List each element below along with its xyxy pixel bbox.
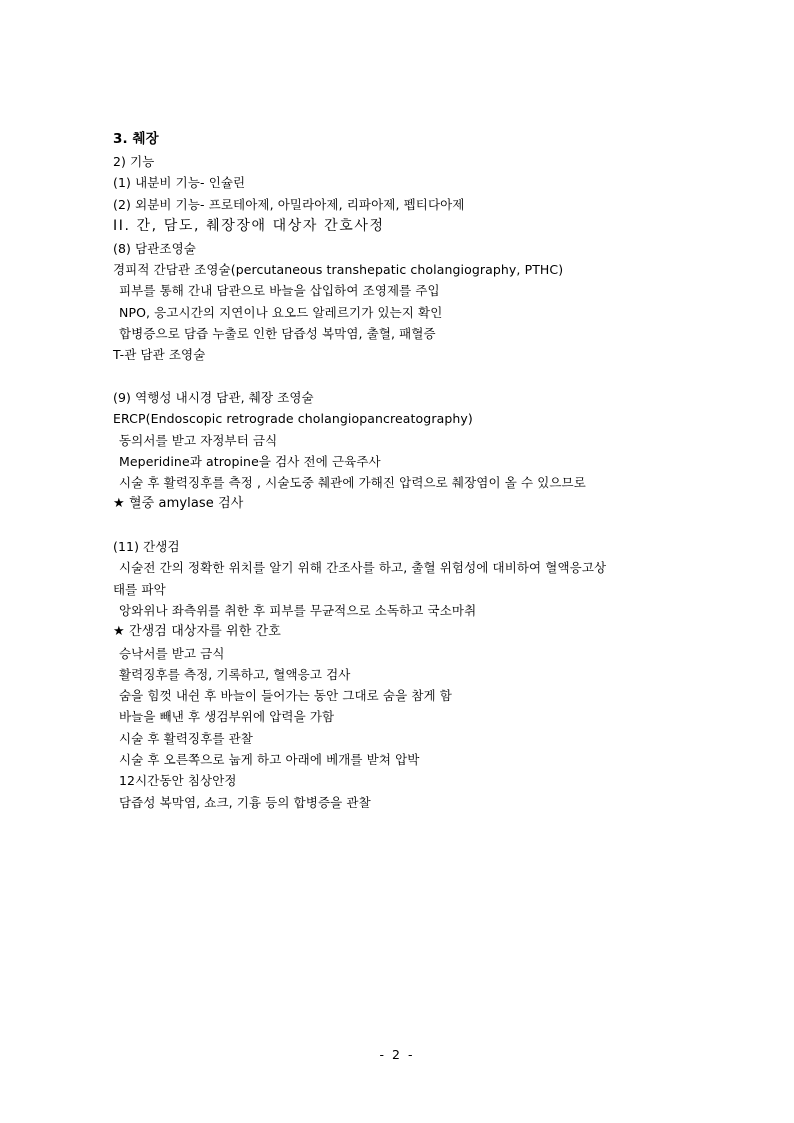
chapter-heading: II. 간, 담도, 췌장장애 대상자 간호사정 [113, 217, 385, 234]
spacer [113, 515, 713, 536]
liver-biopsy-heading: (11) 간생검 [113, 539, 180, 555]
star-note-amylase: ★ 혈중 amylase 검사 [113, 496, 244, 512]
list-item: NPO, 응고시간의 지연이나 요오드 알레르기가 있는지 확인 [119, 304, 443, 320]
ptc-title: 경피적 간담관 조영술(percutaneous transhepatic cholangiography, PTHC) [113, 262, 564, 278]
section-title: 3. 췌장 [113, 131, 159, 147]
list-item: 시술 후 오른쪽으로 눕게 하고 아래에 베개를 받쳐 압박 [119, 752, 420, 768]
ercp-title: ERCP(Endoscopic retrograde cholangiopancreatography) [113, 411, 473, 427]
biopsy-intro-line: 시술전 간의 정확한 위치를 알기 위해 간조사를 하고, 출혈 위험성에 대비하여 혈액응고상 [119, 560, 607, 576]
list-item: 바늘을 빼낸 후 생검부위에 압력을 가함 [119, 709, 335, 725]
cholangiography-heading: (8) 담관조영술 [113, 240, 196, 256]
list-item: 숨을 힘껏 내쉰 후 바늘이 들어가는 동안 그대로 숨을 참게 함 [119, 688, 452, 704]
endocrine-function: (1) 내분비 기능- 인슐린 [113, 175, 246, 191]
biopsy-position: 앙와위나 좌측위를 취한 후 피부를 무균적으로 소독하고 국소마취 [119, 602, 477, 618]
list-item: 12시간동안 침상안정 [119, 773, 237, 789]
spacer [113, 366, 713, 387]
list-item: 합병증으로 담즙 누출로 인한 담즙성 복막염, 출혈, 패혈증 [119, 326, 436, 342]
biopsy-care-heading: ★ 간생검 대상자를 위한 간호 [113, 624, 281, 640]
list-item: 시술 후 활력징후를 관찰 [119, 730, 253, 746]
biopsy-intro-line: 태를 파악 [113, 581, 166, 597]
list-item: 피부를 통해 간내 담관으로 바늘을 삽입하여 조영제를 주입 [119, 283, 440, 299]
page-content [113, 129, 713, 813]
t-tube-cholangiography: T-관 담관 조영술 [113, 347, 206, 363]
ercp-heading: (9) 역행성 내시경 담관, 췌장 조영술 [113, 389, 314, 405]
page-number: - 2 - [379, 1047, 415, 1062]
list-item: 시술 후 활력징후를 측정 , 시술도중 췌관에 가해진 압력으로 췌장염이 올 수 있으므로 [119, 475, 586, 491]
exocrine-function: (2) 외분비 기능- 프로테아제, 아밀라아제, 리파아제, 펩티다아제 [113, 196, 465, 212]
list-item: 활력징후를 측정, 기록하고, 혈액응고 검사 [119, 666, 351, 682]
list-item: 승낙서를 받고 금식 [119, 645, 225, 661]
list-item: Meperidine과 atropine을 검사 전에 근육주사 [119, 453, 381, 469]
function-heading: 2) 기능 [113, 154, 155, 169]
list-item: 동의서를 받고 자정부터 금식 [119, 432, 278, 448]
list-item: 담즙성 복막염, 쇼크, 기흉 등의 합병증을 관찰 [119, 794, 371, 810]
